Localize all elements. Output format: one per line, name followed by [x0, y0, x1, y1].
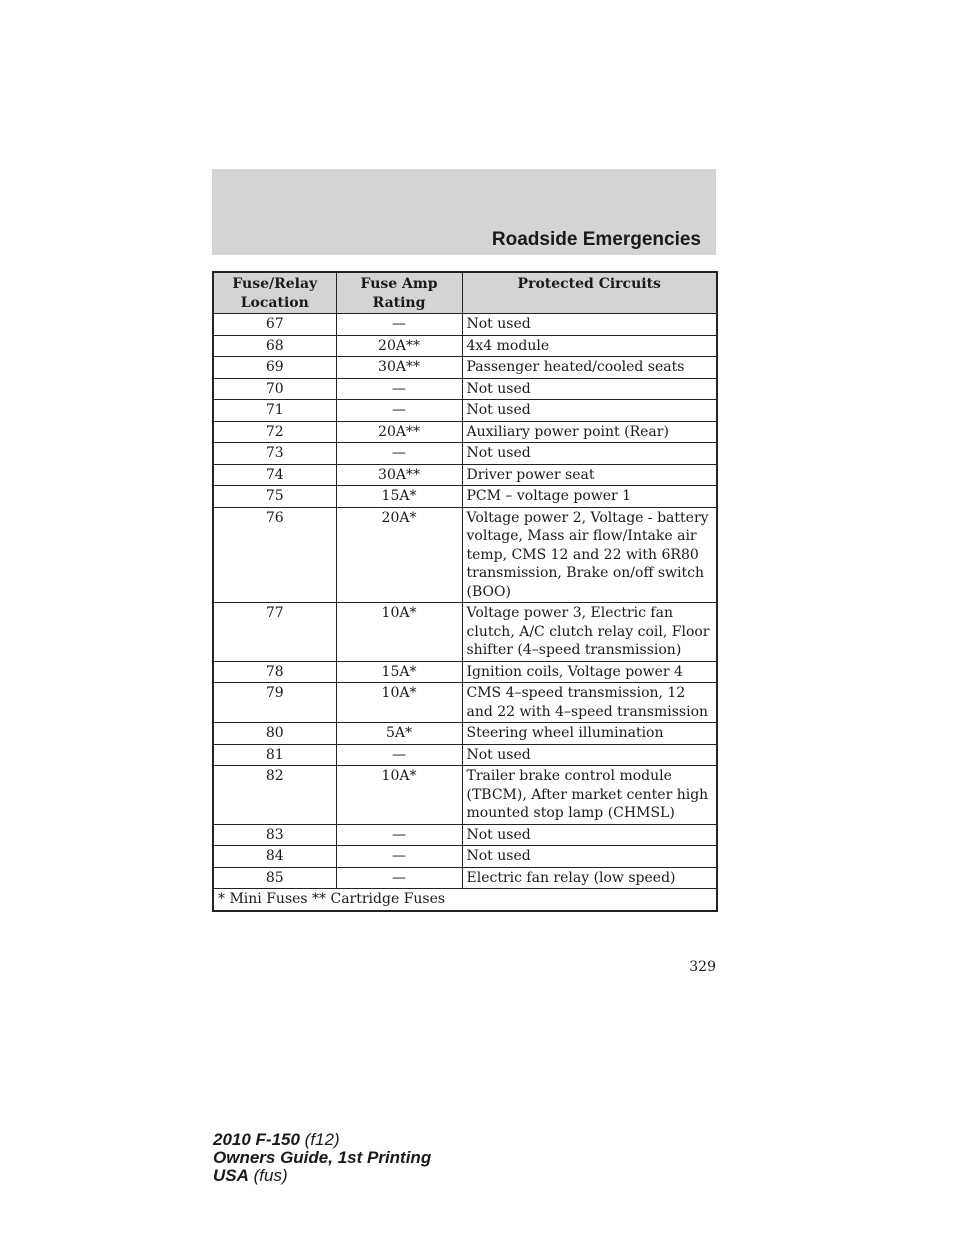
document-footer — [213, 1131, 431, 1185]
section-title: Roadside Emergencies — [491, 229, 701, 250]
table-row — [213, 723, 717, 745]
table-row — [213, 603, 717, 662]
cell-location: 72 — [213, 421, 336, 443]
cell-amp-rating: — — [336, 443, 462, 465]
cell-location: 85 — [213, 867, 336, 889]
cell-protected-circuits: Ignition coils, Voltage power 4 — [462, 661, 717, 683]
cell-location: 80 — [213, 723, 336, 745]
table-row — [213, 357, 717, 379]
table-row — [213, 421, 717, 443]
cell-amp-rating: — — [336, 867, 462, 889]
cell-protected-circuits: Not used — [462, 846, 717, 868]
cell-protected-circuits: Electric fan relay (low speed) — [462, 867, 717, 889]
cell-protected-circuits: Not used — [462, 443, 717, 465]
cell-amp-rating: 20A** — [336, 421, 462, 443]
cell-amp-rating: — — [336, 824, 462, 846]
cell-location: 74 — [213, 464, 336, 486]
cell-protected-circuits: PCM – voltage power 1 — [462, 486, 717, 508]
cell-location: 78 — [213, 661, 336, 683]
cell-amp-rating: 30A** — [336, 464, 462, 486]
table-footnote: * Mini Fuses ** Cartridge Fuses — [213, 889, 717, 911]
table-row — [213, 744, 717, 766]
table-header-row — [213, 272, 717, 314]
footer-model-code: (f12) — [299, 1130, 340, 1149]
cell-amp-rating: — — [336, 378, 462, 400]
cell-amp-rating: — — [336, 846, 462, 868]
column-header-protected-circuits: Protected Circuits — [462, 272, 717, 314]
section-header-band — [212, 169, 716, 255]
table-row — [213, 766, 717, 825]
cell-location: 79 — [213, 683, 336, 723]
table-footnote-row — [213, 889, 717, 911]
cell-amp-rating: 30A** — [336, 357, 462, 379]
cell-location: 71 — [213, 400, 336, 422]
cell-protected-circuits: Driver power seat — [462, 464, 717, 486]
cell-amp-rating: 10A* — [336, 603, 462, 662]
fuse-table — [212, 271, 718, 912]
cell-protected-circuits: Steering wheel illumination — [462, 723, 717, 745]
cell-location: 76 — [213, 507, 336, 603]
cell-location: 84 — [213, 846, 336, 868]
footer-line-2: Owners Guide, 1st Printing — [213, 1148, 432, 1167]
column-header-amp-rating: Fuse Amp Rating — [336, 272, 462, 314]
table-body — [213, 314, 717, 889]
table-row — [213, 867, 717, 889]
cell-location: 81 — [213, 744, 336, 766]
cell-location: 77 — [213, 603, 336, 662]
cell-protected-circuits: Not used — [462, 314, 717, 336]
table-row — [213, 335, 717, 357]
cell-location: 75 — [213, 486, 336, 508]
table-row — [213, 507, 717, 603]
cell-amp-rating: 15A* — [336, 661, 462, 683]
table-row — [213, 824, 717, 846]
cell-amp-rating: 10A* — [336, 683, 462, 723]
cell-amp-rating: 15A* — [336, 486, 462, 508]
cell-protected-circuits: Not used — [462, 744, 717, 766]
cell-amp-rating: — — [336, 314, 462, 336]
table-row — [213, 486, 717, 508]
table-row — [213, 464, 717, 486]
table-row — [213, 443, 717, 465]
footer-line-3 — [213, 1167, 431, 1185]
table-row — [213, 314, 717, 336]
footer-line-1 — [213, 1131, 431, 1149]
cell-amp-rating: — — [336, 400, 462, 422]
cell-protected-circuits: Voltage power 2, Voltage - battery voltage, Mass air flow/Intake air temp, CMS 12 and 22 with 6R80 transmission, Brake on/off switch (BOO) — [462, 507, 717, 603]
column-header-location: Fuse/Relay Location — [213, 272, 336, 314]
cell-protected-circuits: Trailer brake control module (TBCM), After market center high mounted stop lamp (CHMSL) — [462, 766, 717, 825]
table-row — [213, 661, 717, 683]
footer-model: 2010 F-150 — [213, 1130, 300, 1149]
cell-amp-rating: 20A** — [336, 335, 462, 357]
cell-location: 70 — [213, 378, 336, 400]
table-row — [213, 400, 717, 422]
cell-protected-circuits: Passenger heated/cooled seats — [462, 357, 717, 379]
cell-protected-circuits: 4x4 module — [462, 335, 717, 357]
cell-amp-rating: 5A* — [336, 723, 462, 745]
cell-protected-circuits: Not used — [462, 378, 717, 400]
cell-protected-circuits: Not used — [462, 824, 717, 846]
cell-location: 67 — [213, 314, 336, 336]
footer-market-code: (fus) — [248, 1166, 288, 1185]
cell-protected-circuits: Not used — [462, 400, 717, 422]
cell-location: 83 — [213, 824, 336, 846]
cell-amp-rating: — — [336, 744, 462, 766]
page-number: 329 — [689, 959, 716, 975]
cell-protected-circuits: Voltage power 3, Electric fan clutch, A/C clutch relay coil, Floor shifter (4–speed transmission) — [462, 603, 717, 662]
cell-location: 69 — [213, 357, 336, 379]
table-row — [213, 846, 717, 868]
cell-protected-circuits: CMS 4–speed transmission, 12 and 22 with 4–speed transmission — [462, 683, 717, 723]
cell-amp-rating: 10A* — [336, 766, 462, 825]
cell-location: 82 — [213, 766, 336, 825]
footer-market: USA — [213, 1166, 249, 1185]
cell-location: 68 — [213, 335, 336, 357]
cell-location: 73 — [213, 443, 336, 465]
cell-amp-rating: 20A* — [336, 507, 462, 603]
table-row — [213, 378, 717, 400]
cell-protected-circuits: Auxiliary power point (Rear) — [462, 421, 717, 443]
table-row — [213, 683, 717, 723]
